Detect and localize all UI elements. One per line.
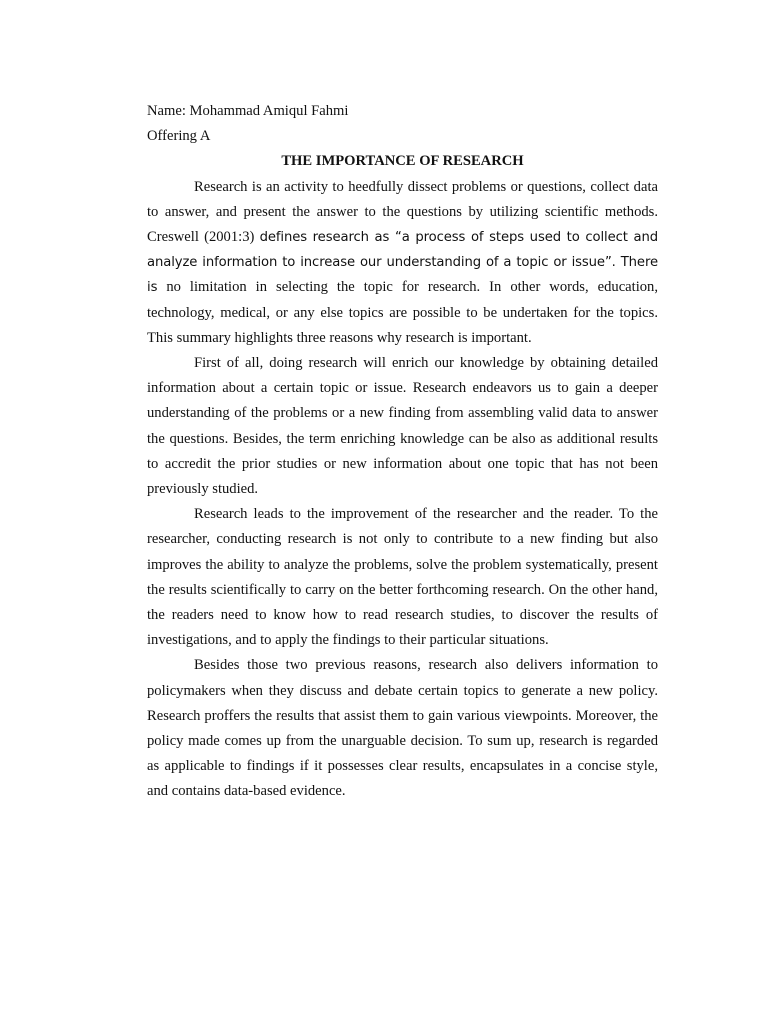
paragraph-4: Besides those two previous reasons, research also delivers information to policymakers when they discuss and debate certain topics to generate a new policy. Research proffers the results that assist them to gain various viewpoints. Moreover, the policy made comes up from the unarguable decision. To sum up, research is regarded as applicable to findings if it possesses clear results, encapsulates in a concise style, and contains data-based evidence. <box>147 657 658 800</box>
document-title: THE IMPORTANCE OF RESEARCH <box>281 153 524 170</box>
name-line: Name: Mohammad Amiqul Fahmi <box>147 103 349 119</box>
paragraph-1 <box>147 175 658 351</box>
document-body <box>147 99 658 805</box>
paragraph-1-text-c: no limitation in selecting the topic for research. In other words, education, technology, medical, or any else topics are possible to be undertaken for the topics. This summary highlights three reasons why research is important. <box>147 279 658 346</box>
paragraph-1-quote: defines research as “a process of steps used to collect and analyze information to increase our understanding of a topic or issue”. There is <box>147 230 658 296</box>
paragraph-3: Research leads to the improvement of the researcher and the reader. To the researcher, conducting research is not only to contribute to a new finding but also improves the ability to analyze the problems, solve the problem systematically, present the results scientifically to carry on the better forthcoming research. On the other hand, the readers need to know how to read research studies, to discover the results of investigations, and to apply the findings to their particular situations. <box>147 506 658 649</box>
paragraph-2: First of all, doing research will enrich our knowledge by obtaining detailed information about a certain topic or issue. Research endeavors us to gain a deeper understanding of the problems or a new finding from assembling valid data to answer the questions. Besides, the term enriching knowledge can be also as additional results to accredit the prior studies or new information about one topic that has not been previously studied. <box>147 355 658 498</box>
paragraph-1-text-a: Research is an activity to heedfully dissect problems or questions, collect data to answer, and present the answer to the questions by utilizing scientific methods. Creswell (2001:3) <box>147 178 658 246</box>
offering-line: Offering A <box>147 128 211 145</box>
